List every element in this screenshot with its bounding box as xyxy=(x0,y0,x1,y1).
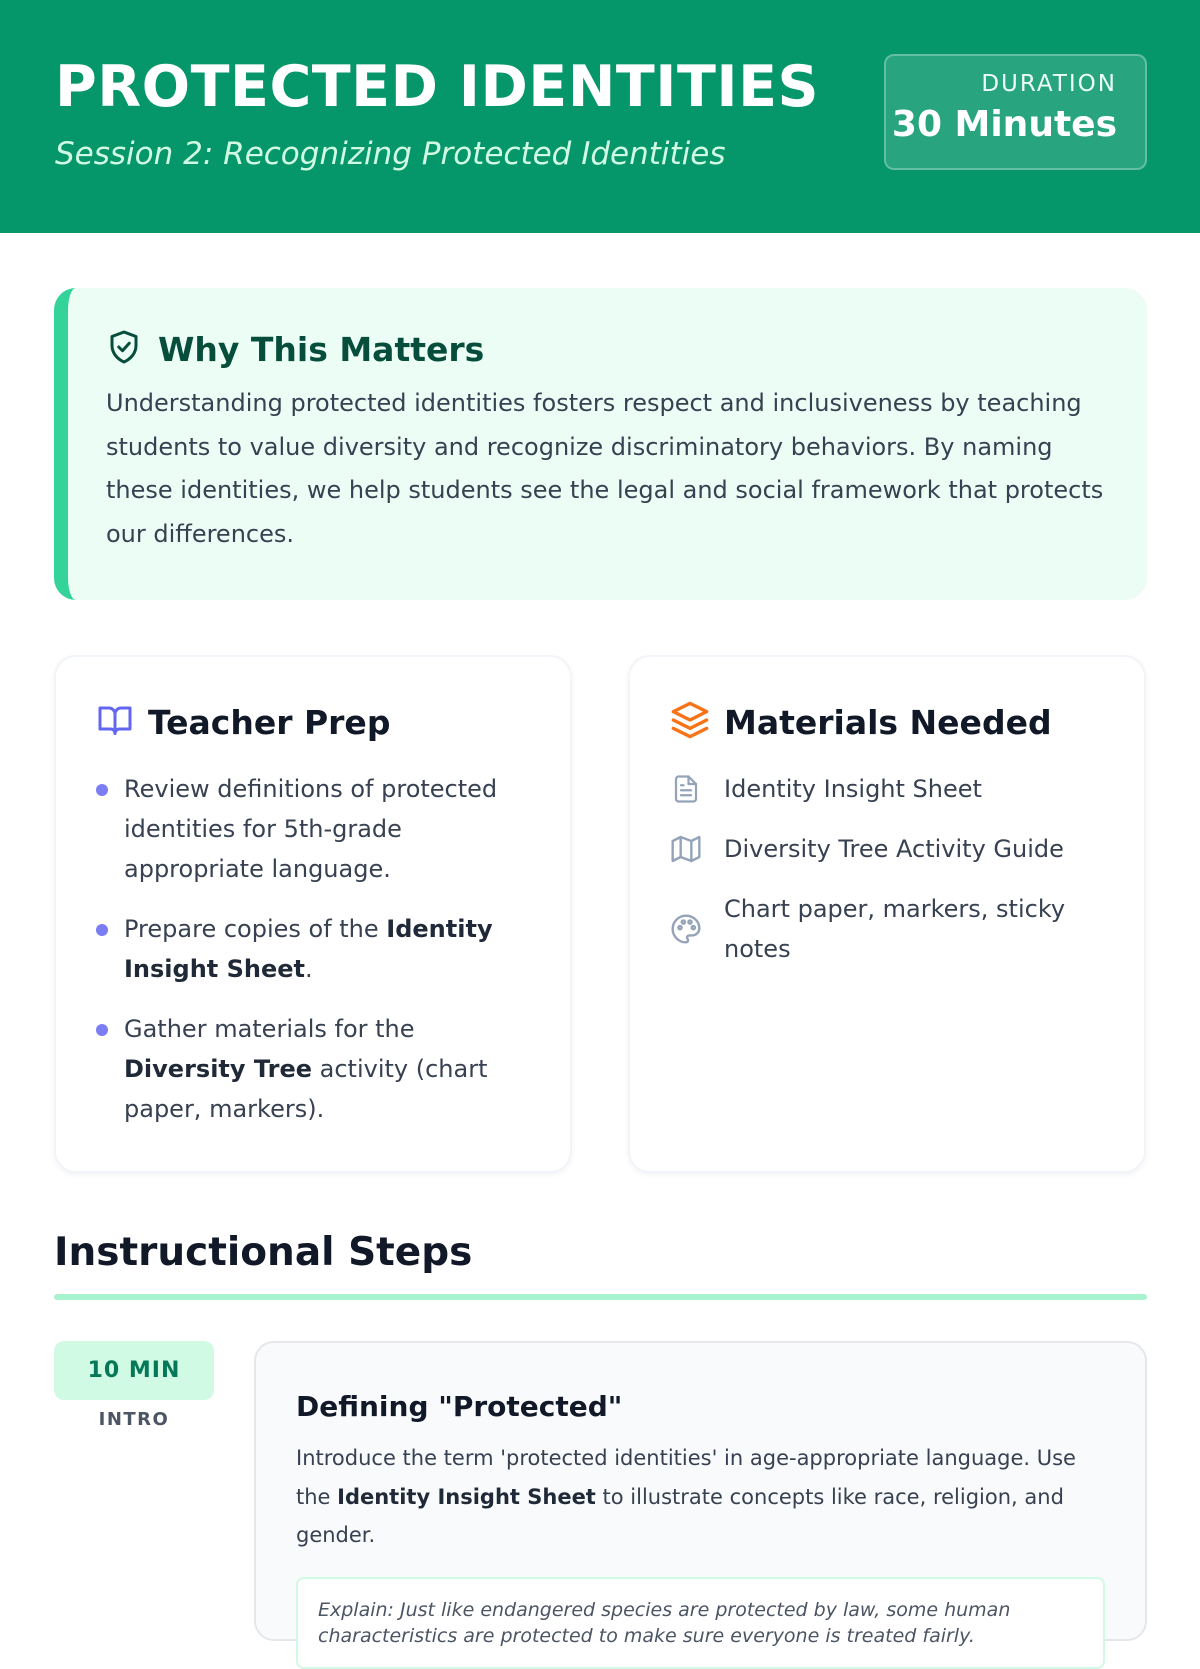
bullet-dot xyxy=(96,784,108,796)
page-header xyxy=(0,0,1200,233)
teacher-prep-title: Teacher Prep xyxy=(148,702,391,742)
step-desc-bold: Identity Insight Sheet xyxy=(337,1484,596,1509)
material-text: Diversity Tree Activity Guide xyxy=(724,835,1064,863)
prep-item xyxy=(96,909,530,989)
step-desc-text: Introduce the term 'protected identities' in age-appropriate language. Use the xyxy=(296,1446,1076,1509)
step-desc-text: to illustrate concepts like race, religion, and gender. xyxy=(296,1484,1064,1547)
materials-header xyxy=(670,697,1104,747)
material-item xyxy=(670,889,1104,969)
layers-icon xyxy=(670,700,710,744)
bullet-dot xyxy=(96,1024,108,1036)
teacher-prep-list xyxy=(96,769,530,1129)
why-this-matters-callout xyxy=(54,288,1147,600)
prep-item-text: Review definitions of protected identities for 5th-grade appropriate language. xyxy=(124,775,498,883)
step-time-badge: 10 MIN xyxy=(54,1341,214,1400)
book-open-icon xyxy=(96,702,134,742)
material-text: Identity Insight Sheet xyxy=(724,775,982,803)
teacher-prep-card xyxy=(54,655,572,1173)
instructional-steps-heading: Instructional Steps xyxy=(54,1230,473,1275)
palette-icon xyxy=(670,913,702,945)
duration-value: 30 Minutes xyxy=(891,104,1117,145)
duration-label: DURATION xyxy=(981,71,1117,97)
file-text-icon xyxy=(670,773,702,805)
explain-note: Explain: Just like endangered species are protected by law, some human characteristics are protected to make sure everyone is treated fairly. xyxy=(296,1577,1105,1669)
material-item xyxy=(670,769,1104,809)
prep-item-text: Gather materials for the xyxy=(124,1015,415,1043)
step-description xyxy=(296,1439,1105,1555)
material-text: Chart paper, markers, sticky notes xyxy=(724,895,1066,963)
materials-title: Materials Needed xyxy=(724,702,1052,742)
why-header xyxy=(106,324,1107,374)
prep-item-text: Prepare copies of the xyxy=(124,915,387,943)
material-item xyxy=(670,829,1104,869)
page-title: PROTECTED IDENTITIES xyxy=(55,54,820,120)
section-divider xyxy=(54,1294,1147,1300)
step-phase-label: INTRO xyxy=(98,1409,170,1430)
step-title: Defining "Protected" xyxy=(296,1390,623,1423)
shield-check-icon xyxy=(106,328,142,370)
prep-item-bold: Diversity Tree xyxy=(124,1055,313,1083)
materials-card xyxy=(628,655,1146,1173)
prep-item-text: activity (chart paper, markers). xyxy=(124,1055,488,1123)
step-card xyxy=(254,1341,1147,1647)
session-subtitle: Session 2: Recognizing Protected Identities xyxy=(55,136,726,172)
prep-item-text: . xyxy=(305,955,313,983)
prep-item xyxy=(96,769,530,889)
bullet-dot xyxy=(96,924,108,936)
duration-badge xyxy=(884,54,1147,170)
materials-list xyxy=(670,769,1104,969)
prep-item xyxy=(96,1009,530,1129)
why-text: Understanding protected identities fosters respect and inclusiveness by teaching students to value diversity and recognize discriminatory behaviors. By naming these identities, we help students see the legal and social framework that protects our differences. xyxy=(106,389,1104,548)
map-icon xyxy=(670,833,702,865)
teacher-prep-header xyxy=(96,697,530,747)
why-title: Why This Matters xyxy=(158,329,485,369)
prep-item-bold: Identity Insight Sheet xyxy=(124,915,493,983)
